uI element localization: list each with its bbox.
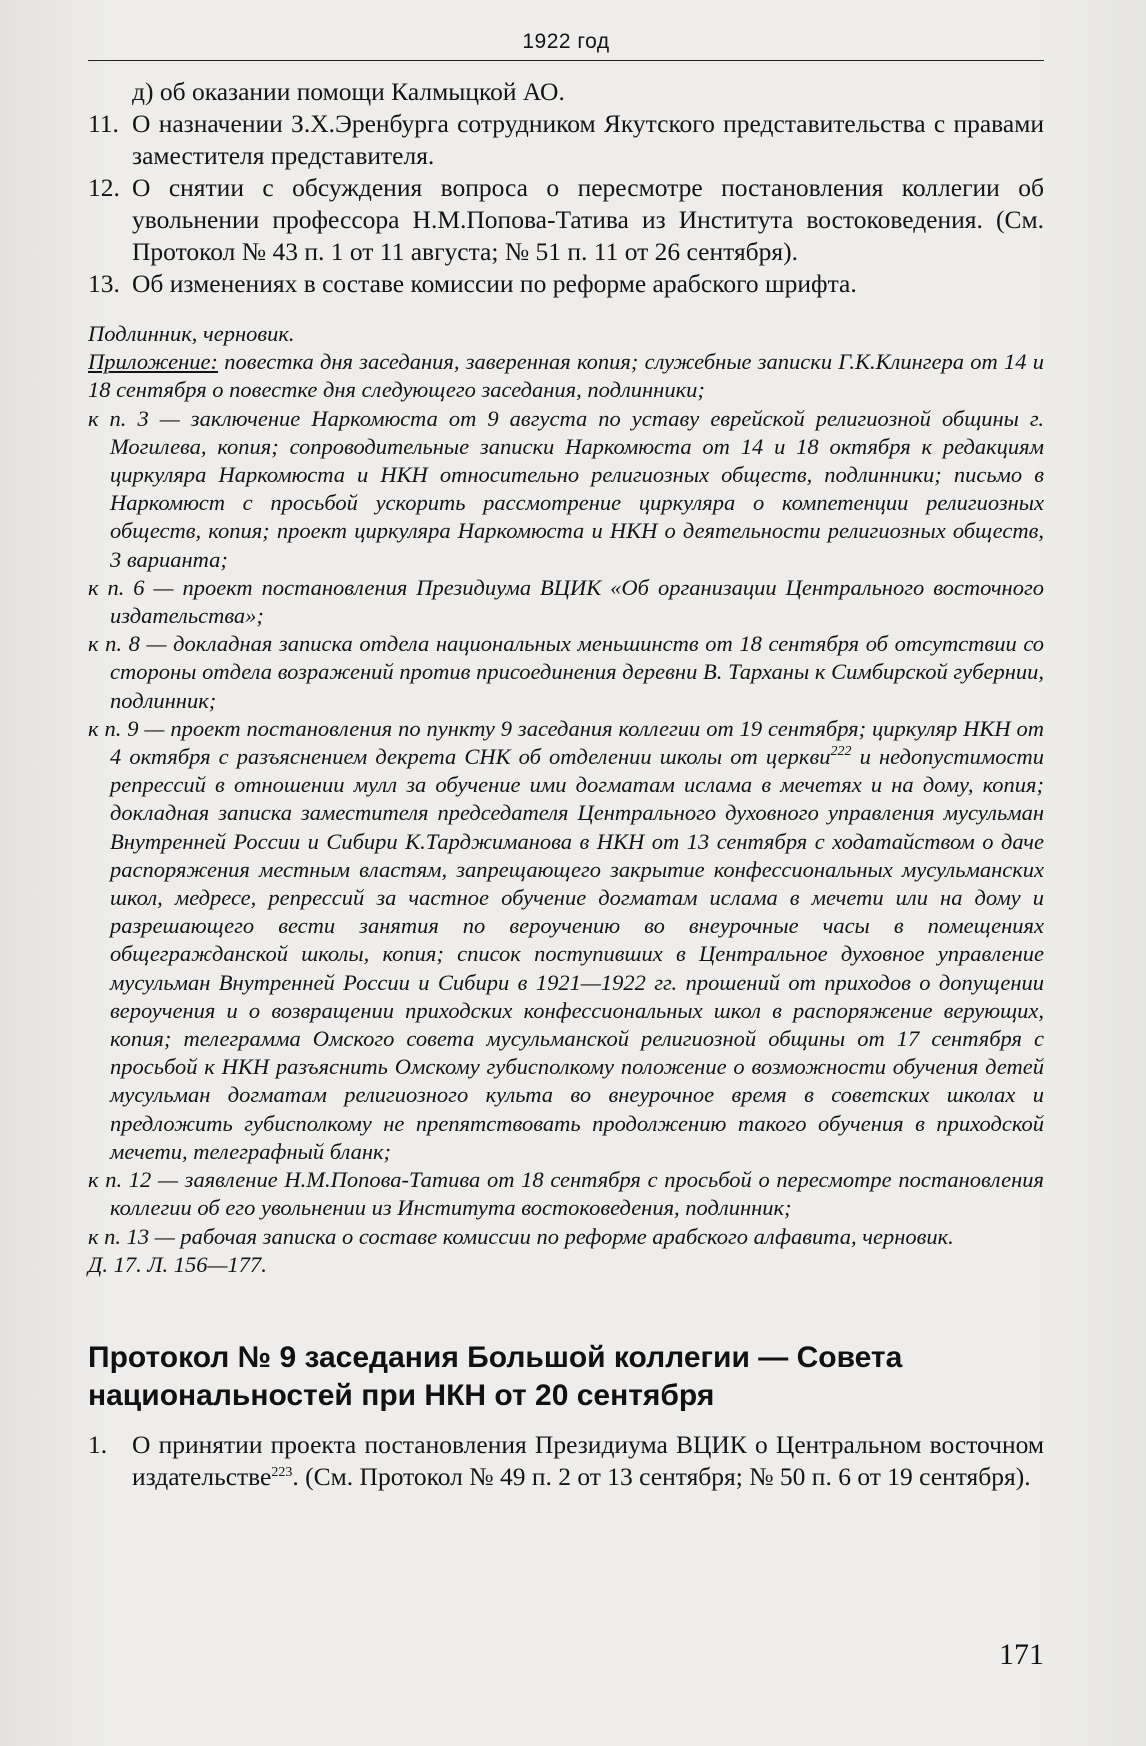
note-item-3: к п. 3 — заключение Наркомюста от 9 августа по уставу еврейской религиозной общины г. Могилева, копия; сопроводительные записки Наркомюста от 14 и 18 октября к редакциям циркуляра Наркомюста и НКН относительно религиозных обществ, подлинники; письмо в Наркомюст с просьбой ускорить рассмотрение циркуляра о компетенции религиозных обществ, копия; проект циркуляра Наркомюста и НКН о деятельности религиозных обществ, 3 варианта; — [88, 405, 1044, 572]
list-item-number: 1. — [88, 1429, 108, 1459]
footnote-ref-222: 222 — [830, 744, 852, 760]
list-item-text: д) об оказании помощи Калмыцкой АО. — [132, 77, 565, 106]
section-item-1-text-b: . (См. Протокол № 49 п. 2 от 13 сентября; № 50 п. 6 от 19 сентября). — [292, 1461, 1031, 1491]
archival-notes — [88, 320, 1044, 1279]
note-item-9 — [88, 715, 1044, 1166]
section-heading: Протокол № 9 заседания Большой коллегии — Совета национальностей при НКН от 20 сентября — [88, 1340, 903, 1412]
note-item-8: к п. 8 — докладная записка отдела национальных меньшинств от 18 сентября об отсутствии со стороны отдела возражений против присоединения деревни В. Тарханы к Симбирской губернии, подлинник; — [88, 631, 1044, 713]
list-item-number: 11. — [88, 109, 119, 138]
note-item-13: к п. 13 — рабочая записка о составе комиссии по реформе арабского алфавита, черновик. — [88, 1223, 954, 1249]
list-item-text: О снятии с обсуждения вопроса о пересмотре постановления коллегии об увольнении профессора Н.М.Попова-Татива из Института востоковедения. (См. Протокол № 43 п. 1 от 11 августа; № 51 п. 11 от 26 сентября). — [132, 173, 1044, 266]
list-item-text: Об изменениях в составе комиссии по реформе арабского шрифта. — [132, 269, 857, 298]
section-item-1-text-a: О принятии проекта постановления Президиума ВЦИК о Центральном восточном издательстве — [132, 1429, 1044, 1491]
list-item-text: О назначении З.Х.Эренбурга сотрудником Якутского представительства с правами заместителя представителя. — [132, 109, 1044, 170]
note-item-12: к п. 12 — заявление Н.М.Попова-Татива от 18 сентября с просьбой о пересмотре постановления коллегии об его увольнении из Института востоковедения, подлинник; — [88, 1167, 1044, 1221]
appendix-label: Приложение: — [88, 349, 219, 375]
archive-reference: Д. 17. Л. 156—177. — [88, 1251, 267, 1277]
list-item-13 — [88, 268, 1044, 300]
list-item-text — [132, 1429, 1044, 1493]
header-rule — [88, 60, 1044, 61]
note-item-6: к п. 6 — проект постановления Президиума ВЦИК «Об организации Центрального восточного издательства»; — [88, 574, 1044, 629]
section-item-1 — [88, 1429, 1044, 1493]
appendix-text: повестка дня заседания, заверенная копия; служебные записки Г.К.Клингера от 14 и 18 сентября о повестке дня следующего заседания, подлинники; — [88, 349, 1045, 403]
list-item-11 — [88, 108, 1044, 172]
page-number: 171 — [999, 1638, 1044, 1671]
list-item-number: 13. — [88, 269, 120, 298]
list-item-number: 12. — [88, 173, 120, 202]
list-item-12 — [88, 172, 1044, 268]
page-body — [88, 76, 1044, 1493]
note-item-9-text-b: и недопустимости репрессий в отношении мулл за обучение ими догматам ислама в мечетях и на дому, копия; докладная записка заместителя председателя Центрального духовного управления мусульман Внутренней России и Сибири К.Тарджиманова в НКН от 13 сентября с ходатайством о даче распоряжения местным властям, запрещающего закрытие конфессиональных мусульманских школ, медресе, репрессий за частное обучение догматам ислама в мечети или на дому и разрешающего вести занятия по вероучению во внеурочные часы в помещениях общегражданской школы, копия; список поступивших в Центральное духовное управление мусульман Внутренней России и Сибири в 1921—1922 гг. прошений от приходов о допущении вероучения и о возвращении приходских конфессиональных школ в распоряжение верующих, копия; телеграмма Омского совета мусульманской религиозной общины от 17 сентября с просьбой к НКН разъяснить Омскому губисполкому положение о возможности обучения детей мусульман догматам религиозного культа во внеурочное время в советских школах и предложить губисполкому не препятствовать продолжению такого обучения в приходской мечети, телеграфный бланк; — [110, 744, 1044, 1164]
note-item-9-text-a: к п. 9 — проект постановления по пункту 9 заседания коллегии от 19 сентября; циркуляр НКН от 4 октября с разъяснением декрета СНК об отделении школы от церкви — [88, 715, 1044, 770]
running-header-year: 1922 год — [522, 30, 610, 53]
note-original: Подлинник, черновик. — [88, 321, 295, 346]
footnote-ref-223: 223 — [271, 1464, 293, 1480]
note-appendix — [88, 348, 1044, 404]
list-item-d — [88, 76, 1044, 108]
